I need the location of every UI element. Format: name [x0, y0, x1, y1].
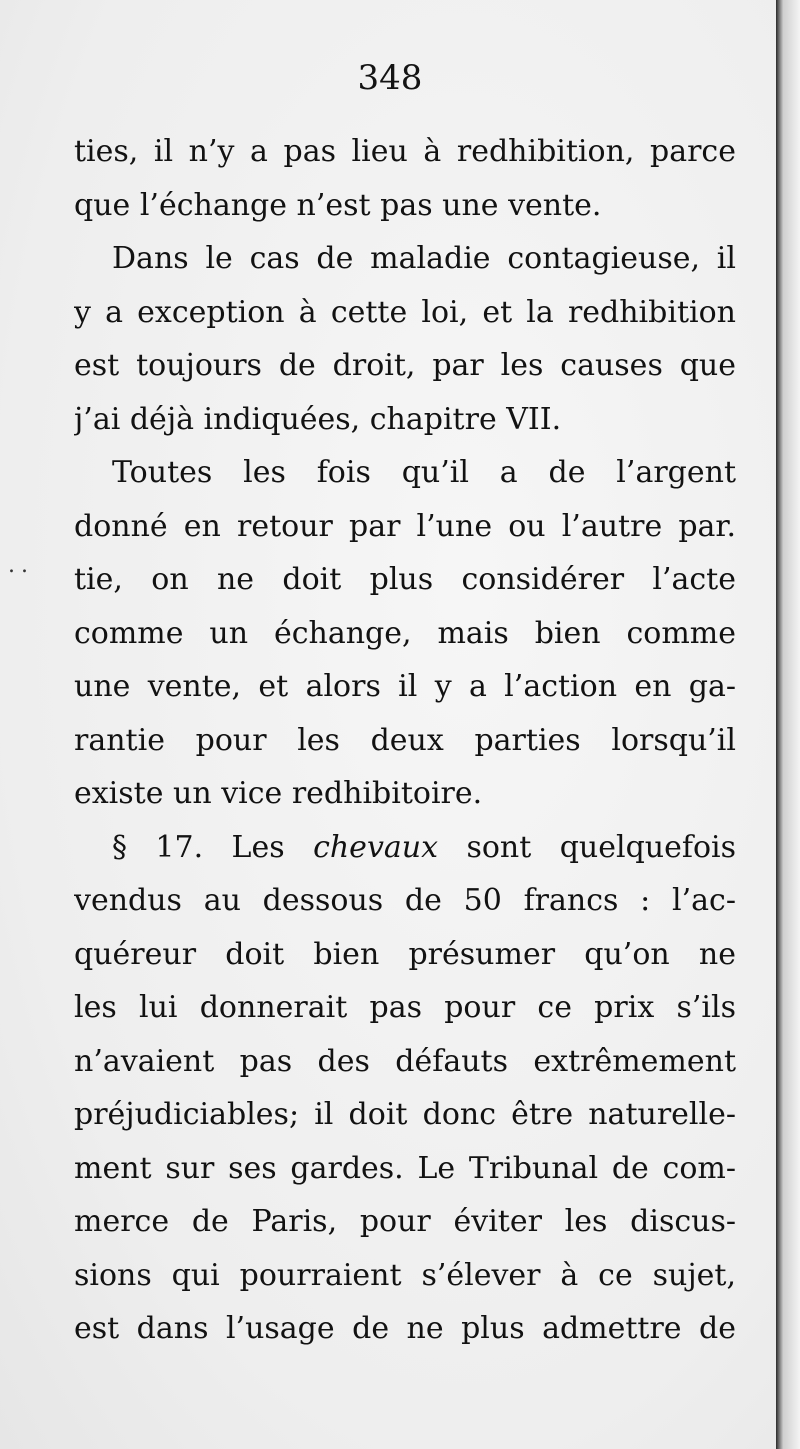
text-line: les lui donnerait pas pour ce prix s’ils — [74, 990, 736, 1025]
text-line: une vente, et alors il y a l’action en ga- — [74, 669, 736, 704]
text-line: y a exception à cette loi, et la redhibition — [74, 294, 736, 330]
text-line: existe un vice redhibitoire. — [74, 776, 483, 811]
text-line: § 17. Les chevaux sont quelquefois — [112, 829, 736, 865]
italic-word: chevaux — [313, 829, 439, 865]
text-line: quéreur doit bien présumer qu’on ne — [74, 936, 736, 972]
text-line: que l’échange n’est pas une vente. — [74, 187, 602, 223]
text-line: n’avaient pas des défauts extrêmement — [74, 1043, 736, 1079]
text-line: ties, il n’y a pas lieu à redhibition, parce — [74, 134, 736, 169]
text-line: ment sur ses gardes. Le Tribunal de com- — [74, 1150, 736, 1186]
page-number: 348 — [357, 58, 423, 98]
margin-mark: .. — [8, 553, 34, 578]
text-line: tie, on ne doit plus considérer l’acte — [74, 562, 736, 597]
text-line: donné en retour par l’une ou l’autre par. — [74, 508, 736, 544]
text-line: est dans l’usage de ne plus admettre de — [74, 1311, 736, 1346]
body-text — [74, 125, 736, 1356]
text-line: merce de Paris, pour éviter les discus- — [74, 1204, 736, 1239]
text-line: sions qui pourraient s’élever à ce sujet, — [74, 1257, 736, 1293]
text-line: Toutes les fois qu’il a de l’argent — [112, 455, 736, 490]
text-line: rantie pour les deux parties lorsqu’il — [74, 722, 736, 758]
text-line: j’ai déjà indiquées, chapitre VII. — [74, 401, 562, 437]
text-line: préjudiciables; il doit donc être naturelle- — [74, 1097, 736, 1132]
text-line: comme un échange, mais bien comme — [74, 615, 736, 651]
text-line: est toujours de droit, par les causes que — [74, 348, 736, 383]
text-line: vendus au dessous de 50 francs : l’ac- — [74, 883, 736, 918]
binding-edge — [776, 0, 800, 1449]
text-line: Dans le cas de maladie contagieuse, il — [112, 241, 736, 276]
